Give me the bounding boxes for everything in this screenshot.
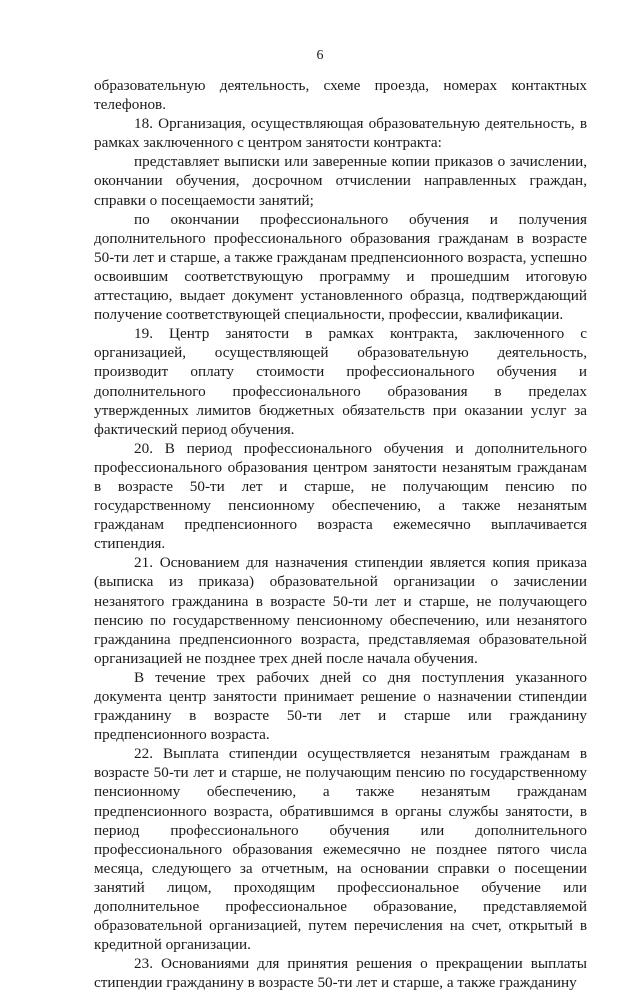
paragraph-20: 20. В период профессионального обучения и дополнительного профессионального образования центром занятости незанятым гражданам в возрасте 50-ти лет и старше, не получающим пенсию по государственному пенсионному обеспечению, а также незанятым гражданам предпенсионного возраста ежемесячно выплачивается стипендия. [94, 439, 587, 553]
paragraph-23: 23. Основаниями для принятия решения о прекращении выплаты стипендии гражданину в возрасте 50-ти лет и старше, а также гражданину [94, 955, 587, 992]
paragraph-18: 18. Организация, осуществляющая образовательную деятельность, в рамках заключенного с центром занятости контракта: [94, 115, 587, 152]
document-body [94, 76, 587, 993]
paragraph-continuation: образовательную деятельность, схеме проезда, номерах контактных телефонов. [94, 77, 587, 114]
page-number: 6 [316, 48, 324, 63]
paragraph-18-item-2: по окончании профессионального обучения и получения дополнительного профессионального образования гражданам в возрасте 50-ти лет и старше, а также гражданам предпенсионного возраста, успешно освоившим соответствующую программу и прошедшим итоговую аттестацию, выдает документ установленного образца, подтверждающий получение соответствующей специальности, профессии, квалификации. [94, 210, 587, 324]
paragraph-21-continued: В течение трех рабочих дней со дня поступления указанного документа центр занятости принимает решение о назначении стипендии гражданину в возрасте 50-ти лет и старше или гражданину предпенсионного возраста. [94, 668, 587, 744]
paragraph-19: 19. Центр занятости в рамках контракта, заключенного с организацией, осуществляющей образовательную деятельность, производит оплату стоимости профессионального обучения и дополнительного профессионального образования в пределах утвержденных лимитов бюджетных обязательств при оказании услуг за фактический период обучения. [94, 325, 587, 438]
paragraph-22: 22. Выплата стипендии осуществляется незанятым гражданам в возрасте 50-ти лет и старше, не получающим пенсию по государственному пенсионному обеспечению, а также незанятым гражданам предпенсионного возраста, обратившимся в органы службы занятости, в период профессионального обучения или дополнительного профессионального образования ежемесячно не позднее пятого числа месяца, следующего за отчетным, на основании справки о посещении занятий лицом, проходящим профессиональное обучение или дополнительное профессиональное образование, представляемой образовательной организацией, путем перечисления на счет, открытый в кредитной организации. [94, 745, 587, 954]
paragraph-18-item-1: представляет выписки или заверенные копии приказов о зачислении, окончании обучения, досрочном отчислении направленных граждан, справки о посещаемости занятий; [94, 153, 587, 209]
paragraph-21: 21. Основанием для назначения стипендии является копия приказа (выписка из приказа) образовательной организации о зачислении незанятого гражданина в возрасте 50-ти лет и старше, не получающего пенсию по государственному пенсионному обеспечению, или незанятого гражданина предпенсионного возраста, представляемая образовательной организацией не позднее трех дней после начала обучения. [94, 554, 587, 667]
